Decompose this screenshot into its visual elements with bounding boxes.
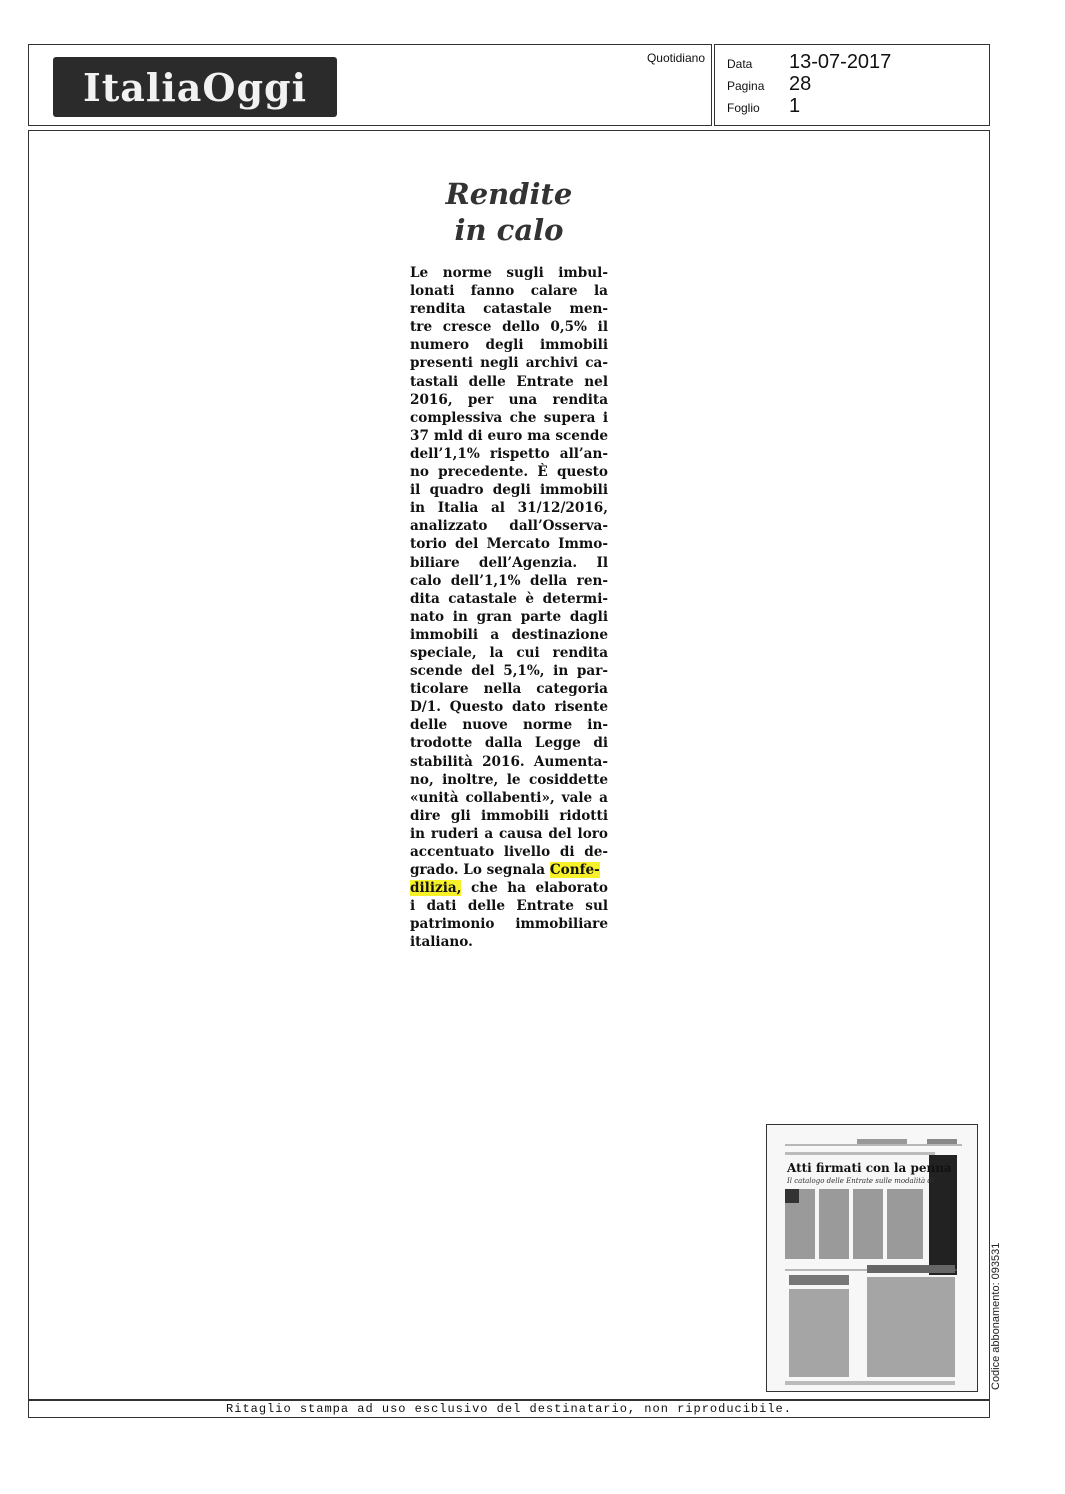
article-line-with-highlight: [410, 861, 608, 879]
article-line: in ruderi a causa del loro: [410, 825, 608, 842]
meta-row-foglio: [727, 95, 800, 118]
article-line: nato in gran parte dagli: [410, 608, 608, 625]
article-line: Le norme sugli imbul-: [410, 265, 608, 281]
article-line: calo dell’1,1% della ren-: [410, 572, 608, 589]
highlight-confedilizia-part2: dilizia,: [410, 880, 462, 897]
article-line: lonati fanno calare la: [410, 283, 608, 300]
article-line: presenti negli archivi ca-: [410, 355, 608, 372]
subscription-code-text: Codice abbonamento: 093531: [990, 1242, 1002, 1390]
article-line: i dati delle Entrate sul: [410, 898, 608, 915]
thumbnail-title: Atti firmati con la penna: [787, 1161, 952, 1175]
foglio-label: Foglio: [727, 101, 760, 115]
meta-row-pagina: [727, 73, 811, 96]
article-line: italiano.: [410, 934, 473, 951]
article-body: [410, 264, 608, 952]
article-line: tre cresce dello 0,5% il: [410, 319, 608, 336]
article-line: in Italia al 31/12/2016,: [410, 500, 608, 517]
article-line: delle nuove norme in-: [410, 717, 608, 734]
article-line: rendita catastale men-: [410, 301, 608, 318]
article-line-with-highlight: [410, 879, 608, 897]
article-line: scende del 5,1%, in par-: [410, 663, 608, 680]
article-line: ticolare nella categoria: [410, 681, 608, 698]
masthead-box: [28, 44, 712, 126]
article-line: 2016, per una rendita: [410, 391, 608, 408]
meta-row-data: [727, 51, 891, 74]
foglio-value: 1: [789, 95, 801, 117]
footer-notice: Ritaglio stampa ad uso esclusivo del destinatario, non riproducibile.: [226, 1402, 792, 1416]
article-line-text: grado. Lo segnala: [410, 862, 550, 879]
page-thumbnail: [766, 1124, 978, 1392]
article-line: dire gli immobili ridotti: [410, 807, 608, 824]
publication-meta: [714, 44, 990, 126]
article-line: D/1. Questo dato risente: [410, 699, 608, 716]
article-headline: [380, 176, 638, 248]
article-line: stabilità 2016. Aumenta-: [410, 753, 608, 770]
article-line: tastali delle Entrate nel: [410, 373, 608, 390]
article-line: numero degli immobili: [410, 337, 608, 354]
article-line: speciale, la cui rendita: [410, 644, 608, 661]
subscription-code: [990, 1242, 1010, 1410]
pagina-value: 28: [789, 73, 812, 95]
article-line: il quadro degli immobili: [410, 482, 608, 499]
article-line: biliare dell’Agenzia. Il: [410, 554, 608, 571]
article-line: accentuato livello di de-: [410, 844, 608, 860]
article-line: analizzato dall’Osserva-: [410, 518, 608, 535]
frequency-label: Quotidiano: [646, 51, 705, 65]
highlight-confedilizia-part1: Confe-: [549, 862, 600, 879]
headline-line-1: Rendite: [445, 177, 573, 211]
article-line: no precedente. È questo: [410, 464, 608, 481]
data-value: 13-07-2017: [789, 51, 892, 73]
pagina-label: Pagina: [727, 79, 765, 93]
newspaper-logo: [53, 57, 337, 117]
article-line: immobili a destinazione: [410, 626, 608, 643]
headline-line-2: in calo: [454, 213, 564, 247]
article-line: patrimonio immobiliare: [410, 916, 608, 933]
article-line: «unità collabenti», vale a: [410, 789, 608, 806]
article-line: dell’1,1% rispetto all’an-: [410, 445, 608, 462]
article-line: dita catastale è determi-: [410, 590, 608, 607]
article-line: complessiva che supera i: [410, 409, 608, 426]
data-label: Data: [727, 57, 753, 71]
article-line: 37 mld di euro ma scende: [410, 427, 608, 444]
article-line: no, inoltre, le cosiddette: [410, 771, 608, 788]
article-line-text: che ha elaborato: [461, 880, 608, 897]
footer-notice-box: [28, 1400, 990, 1418]
thumbnail-subtitle: Il catalogo delle Entrate sulle modalità di: [787, 1177, 935, 1185]
article-line: torio del Mercato Immo-: [410, 536, 608, 553]
logo-text: ItaliaOggi: [82, 64, 308, 110]
article-line: trodotte dalla Legge di: [410, 735, 608, 752]
